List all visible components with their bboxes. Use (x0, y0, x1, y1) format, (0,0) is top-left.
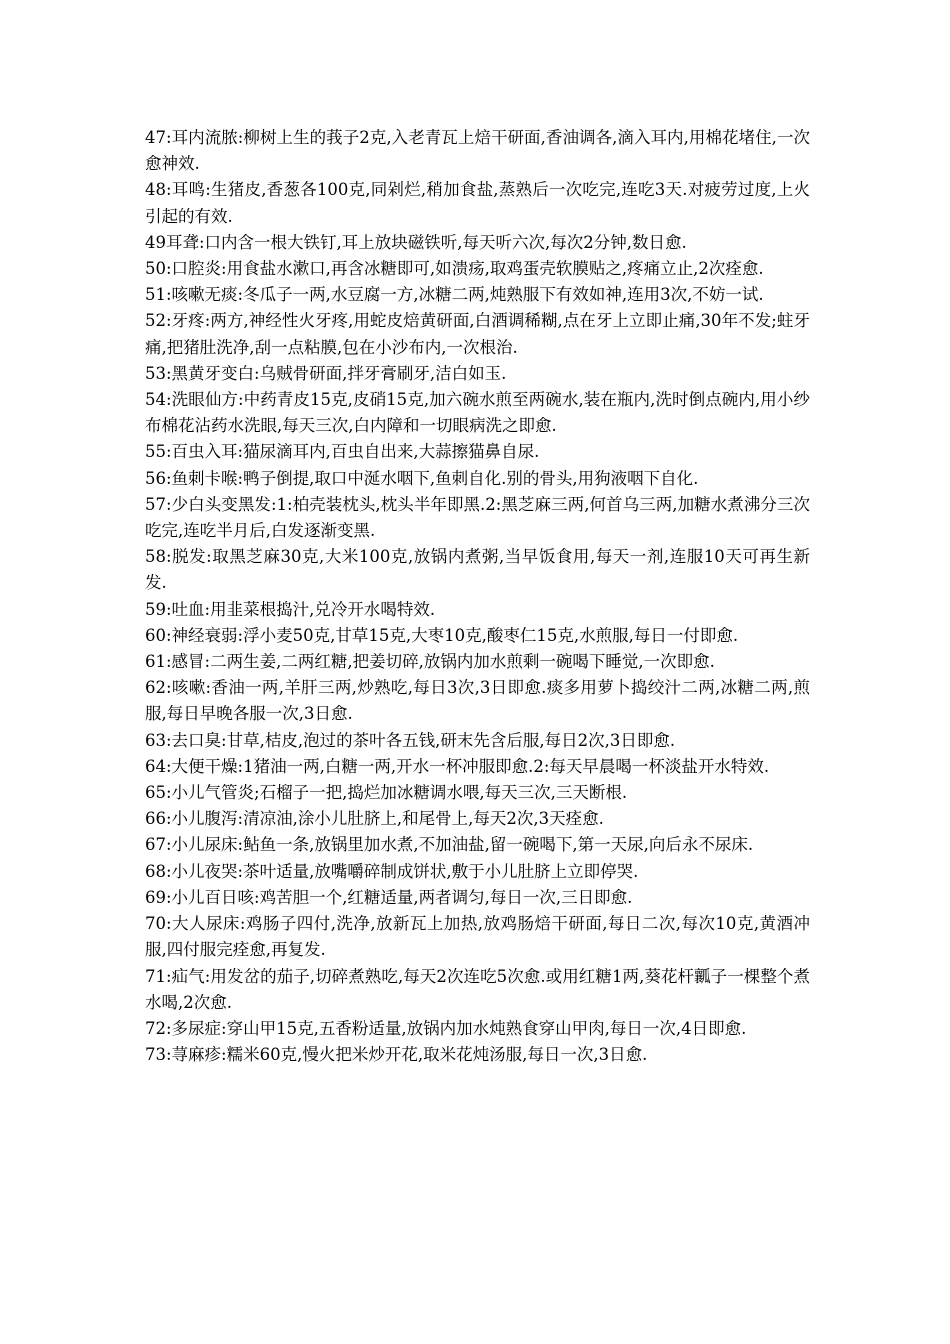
remedy-entry-49: 49耳聋:口内含一根大铁钉,耳上放块磁铁听,每天听六次,每次2分钟,数日愈. (145, 232, 687, 252)
remedy-entry-55: 55:百虫入耳:猫尿滴耳内,百虫自出来,大蒜擦猫鼻自尿. (145, 442, 540, 462)
remedy-entry-48: 48:耳鸣:生猪皮,香葱各100克,同剁烂,稍加食盐,蒸熟后一次吃完,连吃3天.对疲劳过度,上火引起的有效. (145, 180, 810, 226)
remedy-entry-62: 62:咳嗽:香油一两,羊肝三两,炒熟吃,每日3次,3日即愈.痰多用萝卜捣绞汁二两,冰糖二两,煎服,每日早晚各服一次,3日愈. (145, 678, 810, 724)
remedy-entry-68: 68:小儿夜哭:茶叶适量,放嘴嚼碎制成饼状,敷于小儿肚脐上立即停哭. (145, 861, 639, 881)
remedy-entry-63: 63:去口臭:甘草,桔皮,泡过的茶叶各五钱,研末先含后服,每日2次,3日即愈. (145, 730, 676, 750)
remedy-entry-57: 57:少白头变黑发:1:柏壳装枕头,枕头半年即黑.2:黑芝麻三两,何首乌三两,加糖水煮沸分三次吃完,连吃半月后,白发逐渐变黑. (145, 494, 810, 541)
remedy-entry-50: 50:口腔炎:用食盐水漱口,再含冰糖即可,如溃疡,取鸡蛋壳软膜贴之,疼痛立止,2次痊愈. (145, 259, 764, 279)
remedy-entry-73: 73:荨麻疹:糯米60克,慢火把米炒开花,取米花炖汤服,每日一次,3日愈. (145, 1045, 648, 1065)
remedy-list (145, 125, 810, 1068)
remedy-entry-58: 58:脱发:取黑芝麻30克,大米100克,放锅内煮粥,当早饭食用,每天一剂,连服10天可再生新发. (145, 547, 810, 593)
remedy-entry-65: 65:小儿气管炎;石榴子一把,捣烂加冰糖调水喂,每天三次,三天断根. (145, 783, 628, 803)
remedy-entry-66: 66:小儿腹泻:清凉油,涂小儿肚脐上,和尾骨上,每天2次,3天痊愈. (145, 809, 604, 829)
remedy-entry-60: 60:神经衰弱:浮小麦50克,甘草15克,大枣10克,酸枣仁15克,水煎服,每日一付即愈. (145, 625, 739, 645)
remedy-entry-72: 72:多尿症:穿山甲15克,五香粉适量,放锅内加水炖熟食穿山甲肉,每日一次,4日即愈. (145, 1018, 747, 1038)
remedy-entry-53: 53:黑黄牙变白:乌贼骨研面,拌牙膏刷牙,洁白如玉. (145, 363, 507, 383)
remedy-entry-70: 70:大人尿床:鸡肠子四付,洗净,放新瓦上加热,放鸡肠焙干研面,每日二次,每次10克,黄酒冲服,四付服完痊愈,再复发. (145, 914, 810, 960)
remedy-entry-69: 69:小儿百日咳:鸡苦胆一个,红糖适量,两者调匀,每日一次,三日即愈. (145, 887, 633, 907)
remedy-entry-71: 71:疝气:用发岔的茄子,切碎煮熟吃,每天2次连吃5次愈.或用红糖1两,葵花杆瓤子一棵整个煮水喝,2次愈. (145, 966, 810, 1012)
remedy-entry-52: 52:牙疼:两方,神经性火牙疼,用蛇皮焙黄研面,白酒调稀糊,点在牙上立即止痛,30年不发;蛀牙痛,把猪肚洗净,刮一点粘膜,包在小沙布内,一次根治. (145, 311, 810, 357)
remedy-entry-64: 64:大便干燥:1猪油一两,白糖一两,开水一杯冲服即愈.2:每天早晨喝一杯淡盐开水特效. (145, 756, 770, 776)
remedy-entry-51: 51:咳嗽无痰:冬瓜子一两,水豆腐一方,冰糖二两,炖熟服下有效如神,连用3次,不妨一试. (145, 285, 764, 305)
remedy-entry-56: 56:鱼刺卡喉:鸭子倒提,取口中涎水咽下,鱼刺自化.别的骨头,用狗液咽下自化. (145, 468, 699, 488)
remedy-entry-67: 67:小儿尿床:鲇鱼一条,放锅里加水煮,不加油盐,留一碗喝下,第一天尿,向后永不尿床. (145, 835, 754, 855)
remedy-entry-61: 61:感冒:二两生姜,二两红糖,把姜切碎,放锅内加水煎剩一碗喝下睡觉,一次即愈. (145, 652, 715, 672)
remedy-entry-47: 47:耳内流脓:柳树上生的莪子2克,入老青瓦上焙干研面,香油调各,滴入耳内,用棉花堵住,一次愈神效. (145, 128, 810, 174)
remedy-entry-54: 54:洗眼仙方:中药青皮15克,皮硝15克,加六碗水煎至两碗水,装在瓶内,洗时倒点碗内,用小纱布棉花沾药水洗眼,每天三次,白内障和一切眼病洗之即愈. (145, 390, 810, 436)
remedy-entry-59: 59:吐血:用韭菜根捣汁,兑冷开水喝特效. (145, 599, 436, 619)
